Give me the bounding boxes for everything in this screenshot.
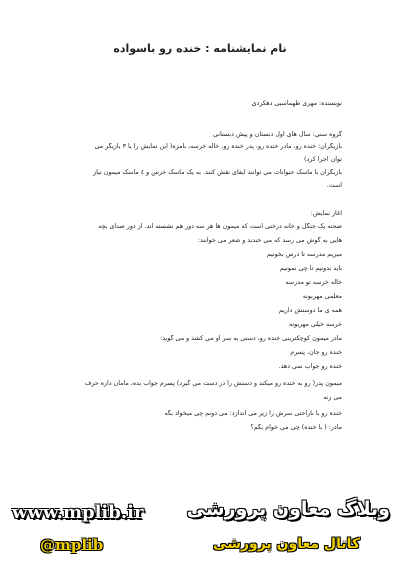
document-line: مادر میمون کوچکترینی خنده رو، دستی به سر او می کشد و می گوید:: [160, 335, 342, 342]
watermark-brand: وبلاگ معاون پرورشی: [186, 498, 390, 520]
watermark-channel: کانال معاون پرورشی: [213, 536, 360, 552]
watermark-handle: @mplib: [40, 536, 104, 554]
document-line: بازیگران: خنده رو، مادر خنده رو، پدر خنده رو، خاله خرسه، بامزه( این نمایش را با ۳ بازیگر می: [94, 143, 342, 150]
document-line: میمون پدر( رو به خنده رو میکند و دستش را در دست می گیرد) پسرم جواب بده، مامان داره حرف: [84, 380, 342, 387]
page-title: نام نمایشنامه : خنده رو باسواده: [113, 42, 287, 55]
document-line: باید بدونیم تا چی نمونیم: [280, 265, 342, 272]
document-line: معلمی مهربونه: [302, 293, 342, 300]
document-line: مادر: ( با خنده) چی می خوام بگم؟: [250, 424, 342, 431]
document-line: آغاز نمایش:: [310, 210, 342, 217]
watermark-url: www.mplib.ir: [12, 502, 144, 523]
document-line: است.: [326, 182, 342, 189]
document-line: خنده رو با ناراحتی سرش را زیر می اندازد: می دونم چی میخواد بگه: [164, 410, 342, 417]
document-line: می زنه: [323, 394, 342, 401]
document-line: خرسه خیلی مهربونه: [288, 321, 342, 328]
document-line: خنده رو جواب نمی دهد.: [278, 363, 342, 370]
document-line: بازیگران با ماسک حیوانات می توانند ایفای نقش کنند. به یک ماسک خرس و ٤ ماسک میمون نیاز: [93, 169, 342, 176]
document-line: گروه سنی: سال های اول دبستان و پیش دبستانی: [212, 131, 342, 138]
document-line: میریم مدرسه تا درس بخونیم: [266, 251, 342, 258]
document-line: خنده رو جان، پسرم: [290, 349, 342, 356]
document-line: صحنه یک جنگل و خانه درختی است که میمون ها هر سه دور هم نشسته اند. از دور صدای بچه: [98, 223, 342, 230]
document-line: خاله خرسه تو مدرسه: [285, 279, 342, 286]
document-line: توان اجرا کرد): [304, 156, 342, 163]
document-line: همه ی ما دوستش داریم: [278, 307, 342, 314]
document-line: هایی به گوش می رسد که می خندند و شعر می خوانند:: [197, 237, 342, 244]
document-line: نویسنده: مهری طهماسبی دهکردی: [251, 100, 342, 107]
